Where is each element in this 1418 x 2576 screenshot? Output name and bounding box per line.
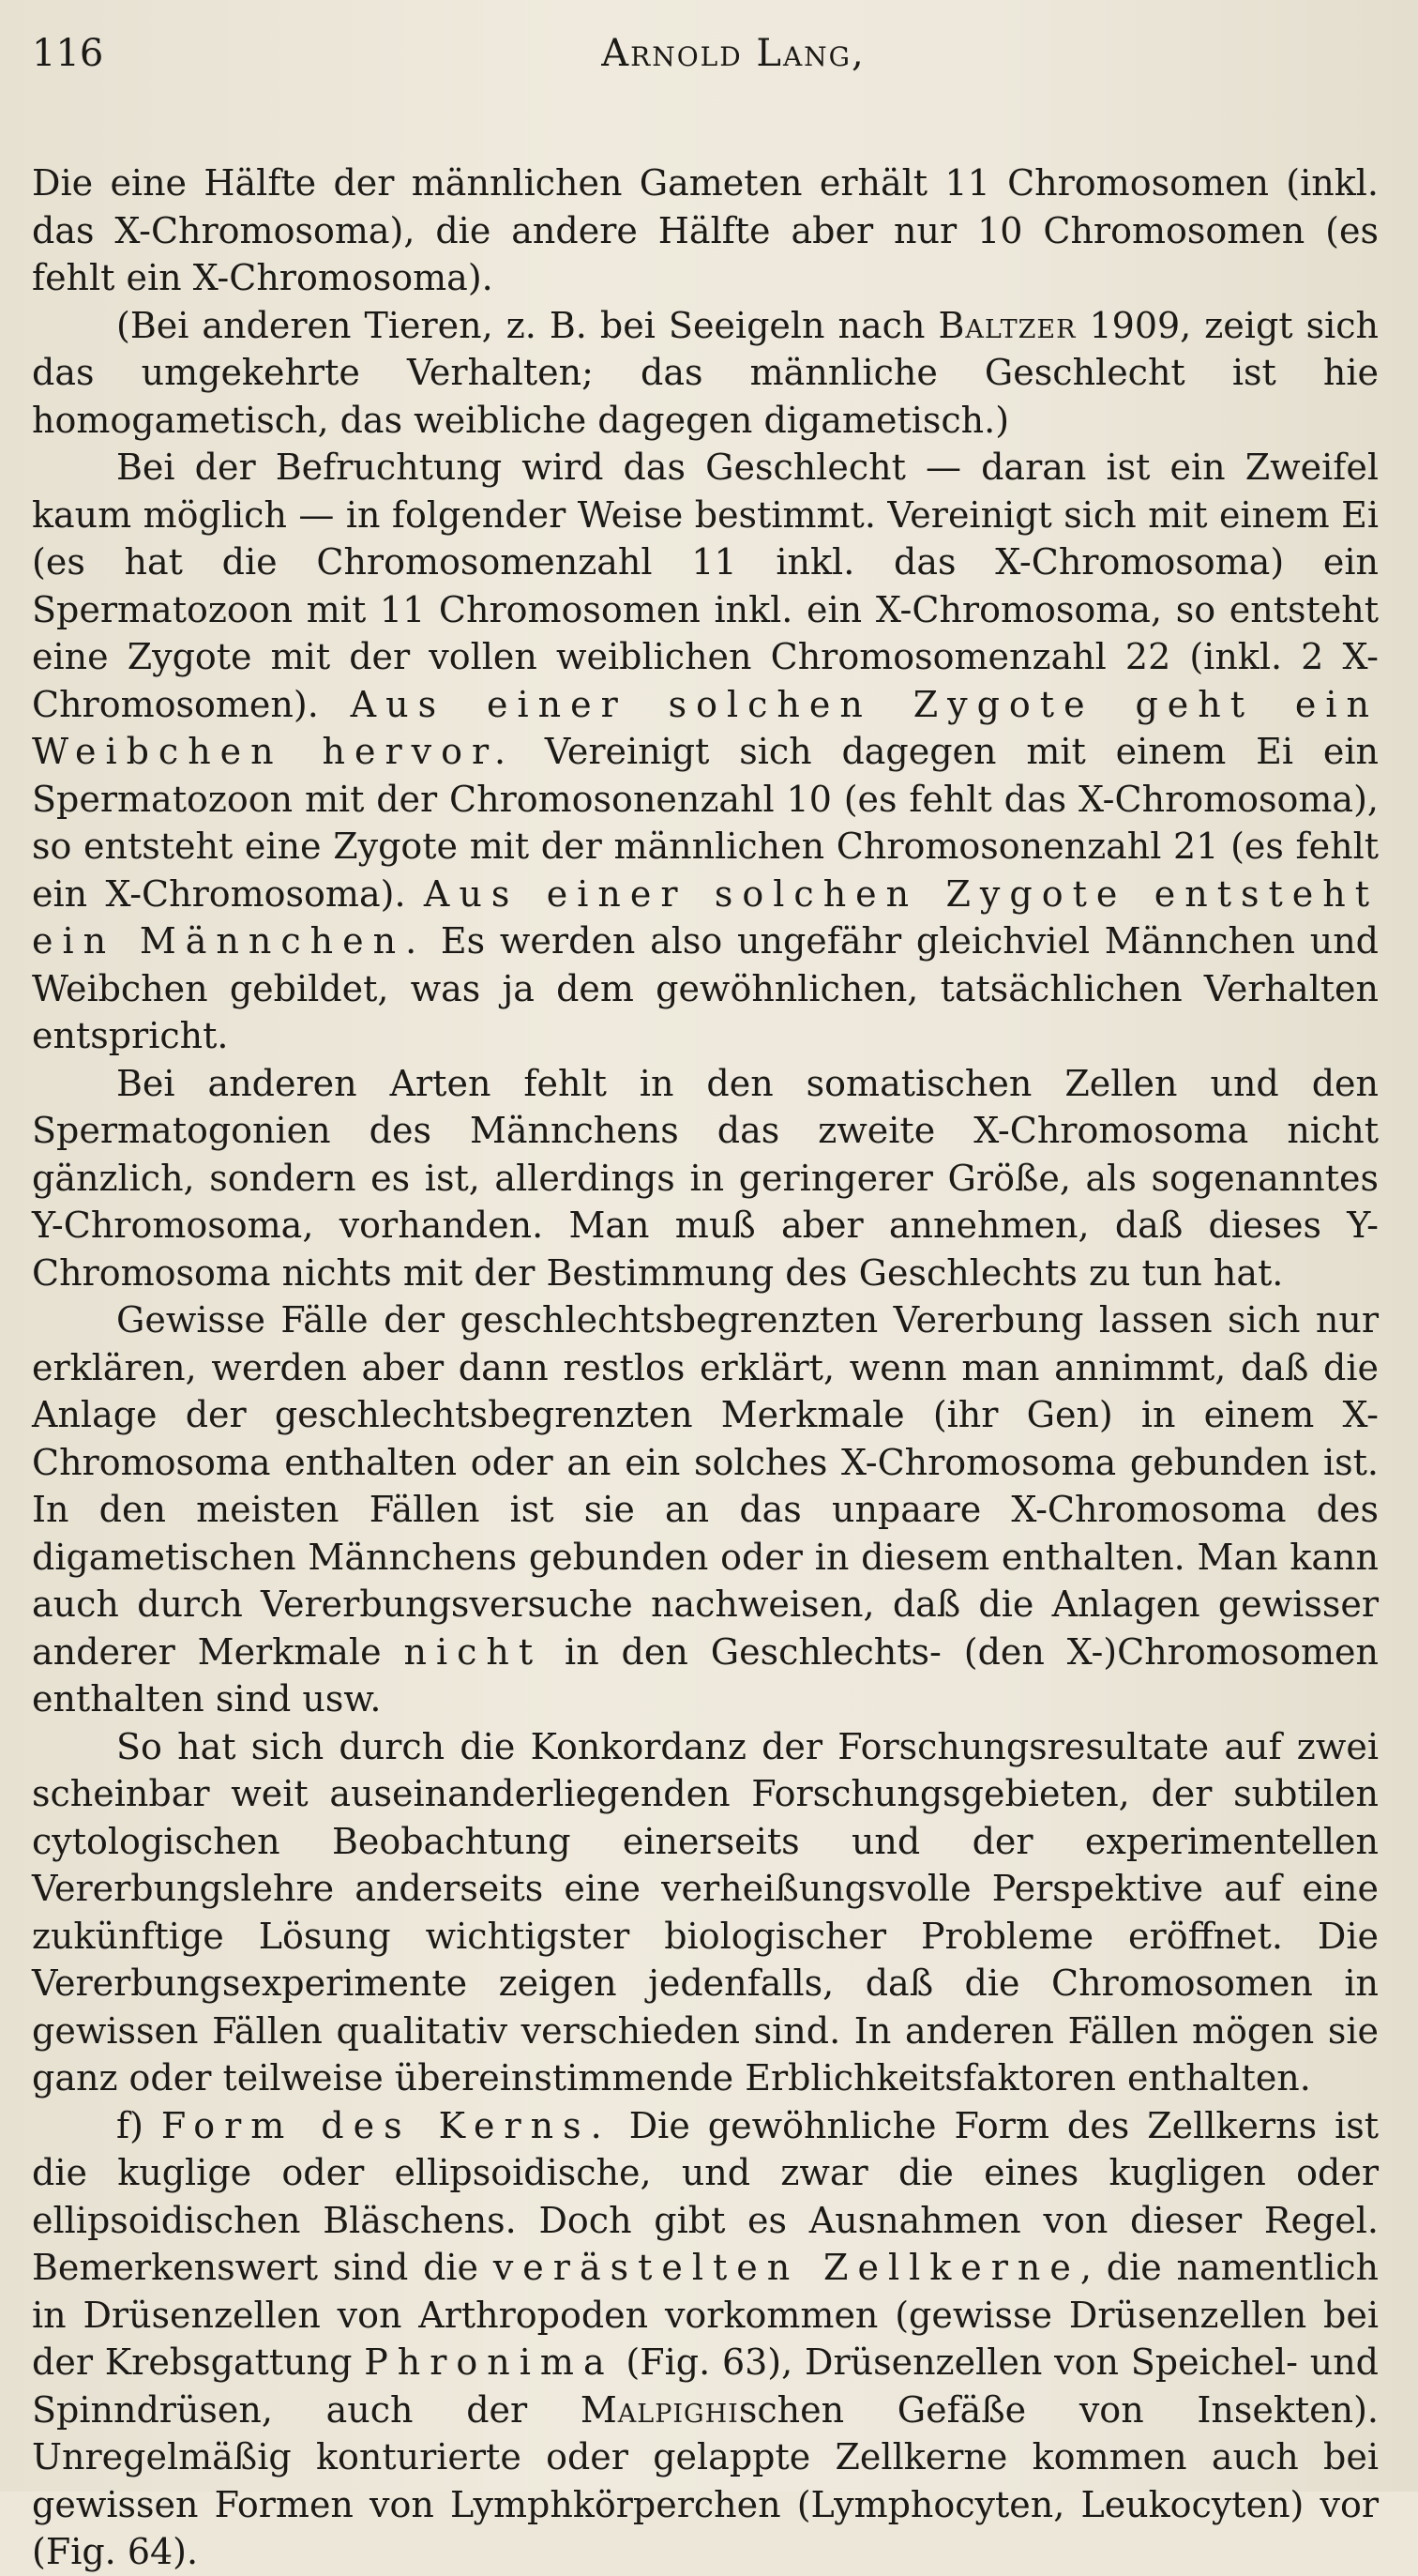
text-run: f) [116, 2104, 161, 2146]
text-run: schen Gefäße von Insekten). Unregelmäßig konturierte oder gelappte Zellkerne kommen auch bei gewissen Formen von Lymphkörperchen (Lymphocyten, Leukocyten) vor (Fig. 64). [32, 2388, 1379, 2572]
text-run: Bei der Befruchtung wird das Geschlecht — daran ist ein Zweifel kaum möglich — in folgender Weise bestimmt. Vereinigt sich mit einem Ei (es hat die Chromosomenzahl 11 inkl. das X-Chromosoma) ein Spermatozoon mit 11 Chromosomen inkl. ein X-Chromosoma, so entsteht eine Zygote mit der vollen weiblichen Chromosomenzahl 22 (inkl. 2 X-Chromosomen). [32, 447, 1379, 725]
spaced-emphasis: verästelten Zellkerne [492, 2247, 1080, 2288]
text-run: Die eine Hälfte der männlichen Gameten erhält 11 Chromosomen (inkl. das X-Chromosoma), die andere Hälfte aber nur 10 Chromosomen (es fehlt ein X-Chromosoma). [32, 162, 1379, 298]
spaced-emphasis: Form des Kerns. [160, 2104, 611, 2146]
paragraph [32, 444, 1379, 1060]
spaced-emphasis: Aus einer solchen Zygote entsteht ein Männchen. [32, 872, 1379, 962]
small-caps-name: Malpighi [580, 2388, 739, 2431]
paragraph [32, 1723, 1379, 2102]
text-run: Die gewöhnliche Form des Zellkerns ist die kuglige oder ellipsoidische, und zwar die eines kugligen oder ellipsoidischen Bläschens. Doch gibt es Ausnahmen von dieser Regel. Bemerkenswert sind die [32, 2104, 1380, 2288]
text-run: , die namentlich in Drüsenzellen von Arthropoden vorkommen (gewisse Drüsenzellen bei der Krebsgattung [32, 2247, 1379, 2383]
page-number: 116 [32, 32, 104, 75]
text-run: Bei anderen Arten fehlt in den somatischen Zellen und den Spermatogonien des Männchens das zweite X-Chromosoma nicht gänzlich, sondern es ist, allerdings in geringerer Größe, als sogenanntes Y-Chromosoma, vorhanden. Man muß aber annehmen, daß dieses Y-Chromosoma nichts mit der Bestimmung des Geschlechts zu tun hat. [32, 1062, 1379, 1294]
paragraph [32, 1060, 1379, 1297]
spaced-emphasis: Phronima [364, 2341, 614, 2383]
paragraph [32, 2102, 1379, 2576]
paragraph [32, 302, 1379, 445]
text-run: Gewisse Fälle der geschlechtsbegrenzten Vererbung lassen sich nur erklären, werden aber dann restlos erklärt, wenn man annimmt, daß die Anlage der geschlechtsbegrenzten Merkmale (ihr Gen) in einem X-Chromosoma enthalten oder an ein solches X-Chromosoma gebunden ist. In den meisten Fällen ist sie an das unpaare X-Chromosoma des digametischen Männchens gebunden oder in diesem enthalten. Man kann auch durch Vererbungsversuche nachweisen, daß die Anlagen gewisser anderer Merkmale [32, 1299, 1379, 1673]
spaced-emphasis: nicht [403, 1630, 543, 1673]
text-run: So hat sich durch die Konkordanz der Forschungsresultate auf zwei scheinbar weit auseinanderliegenden Forschungsgebieten, der subtilen cytologischen Beobachtung einerseits und der experimentellen Vererbungslehre anderseits eine verheißungsvolle Perspektive auf eine zukünftige Lösung wichtigster biologischer Probleme eröffnet. Die Vererbungsexperimente zeigen jedenfalls, daß die Chromosomen in gewissen Fällen qualitativ verschieden sind. In anderen Fällen mögen sie ganz oder teilweise übereinstimmende Erblichkeitsfaktoren enthalten. [32, 1725, 1379, 2099]
page-header [32, 32, 1379, 84]
text-run: (Bei anderen Tieren, z. B. bei Seeigeln nach [116, 304, 939, 346]
small-caps-name: Baltzer [938, 304, 1077, 346]
text-run: (Fig. 63), Drüsenzellen von Speichel- und Spinndrüsen, auch der [32, 2341, 1379, 2431]
body-text [32, 159, 1379, 2576]
text-run: 1909, zeigt sich das umgekehrte Verhalten; das männliche Geschlecht ist hie homogametisch, das weibliche dagegen digametisch.) [32, 304, 1379, 441]
text-run: Vereinigt sich dagegen mit einem Ei ein Spermatozoon mit der Chromosonenzahl 10 (es fehlt das X-Chromosoma), so entsteht eine Zygote mit der männlichen Chromosonenzahl 21 (es fehlt ein X-Chromosoma). [32, 731, 1379, 915]
text-run: Es werden also ungefähr gleichviel Männchen und Weibchen gebildet, was ja dem gewöhnlichen, tatsächlichen Verhalten entspricht. [32, 920, 1379, 1056]
paragraph [32, 159, 1379, 302]
spaced-emphasis: Aus einer solchen Zygote geht ein Weibchen hervor. [32, 683, 1379, 772]
running-head: Arnold Lang, [601, 32, 866, 75]
text-run: in den Geschlechts- (den X-)Chromosomen enthalten sind usw. [32, 1630, 1379, 1720]
paragraph [32, 1296, 1379, 1723]
